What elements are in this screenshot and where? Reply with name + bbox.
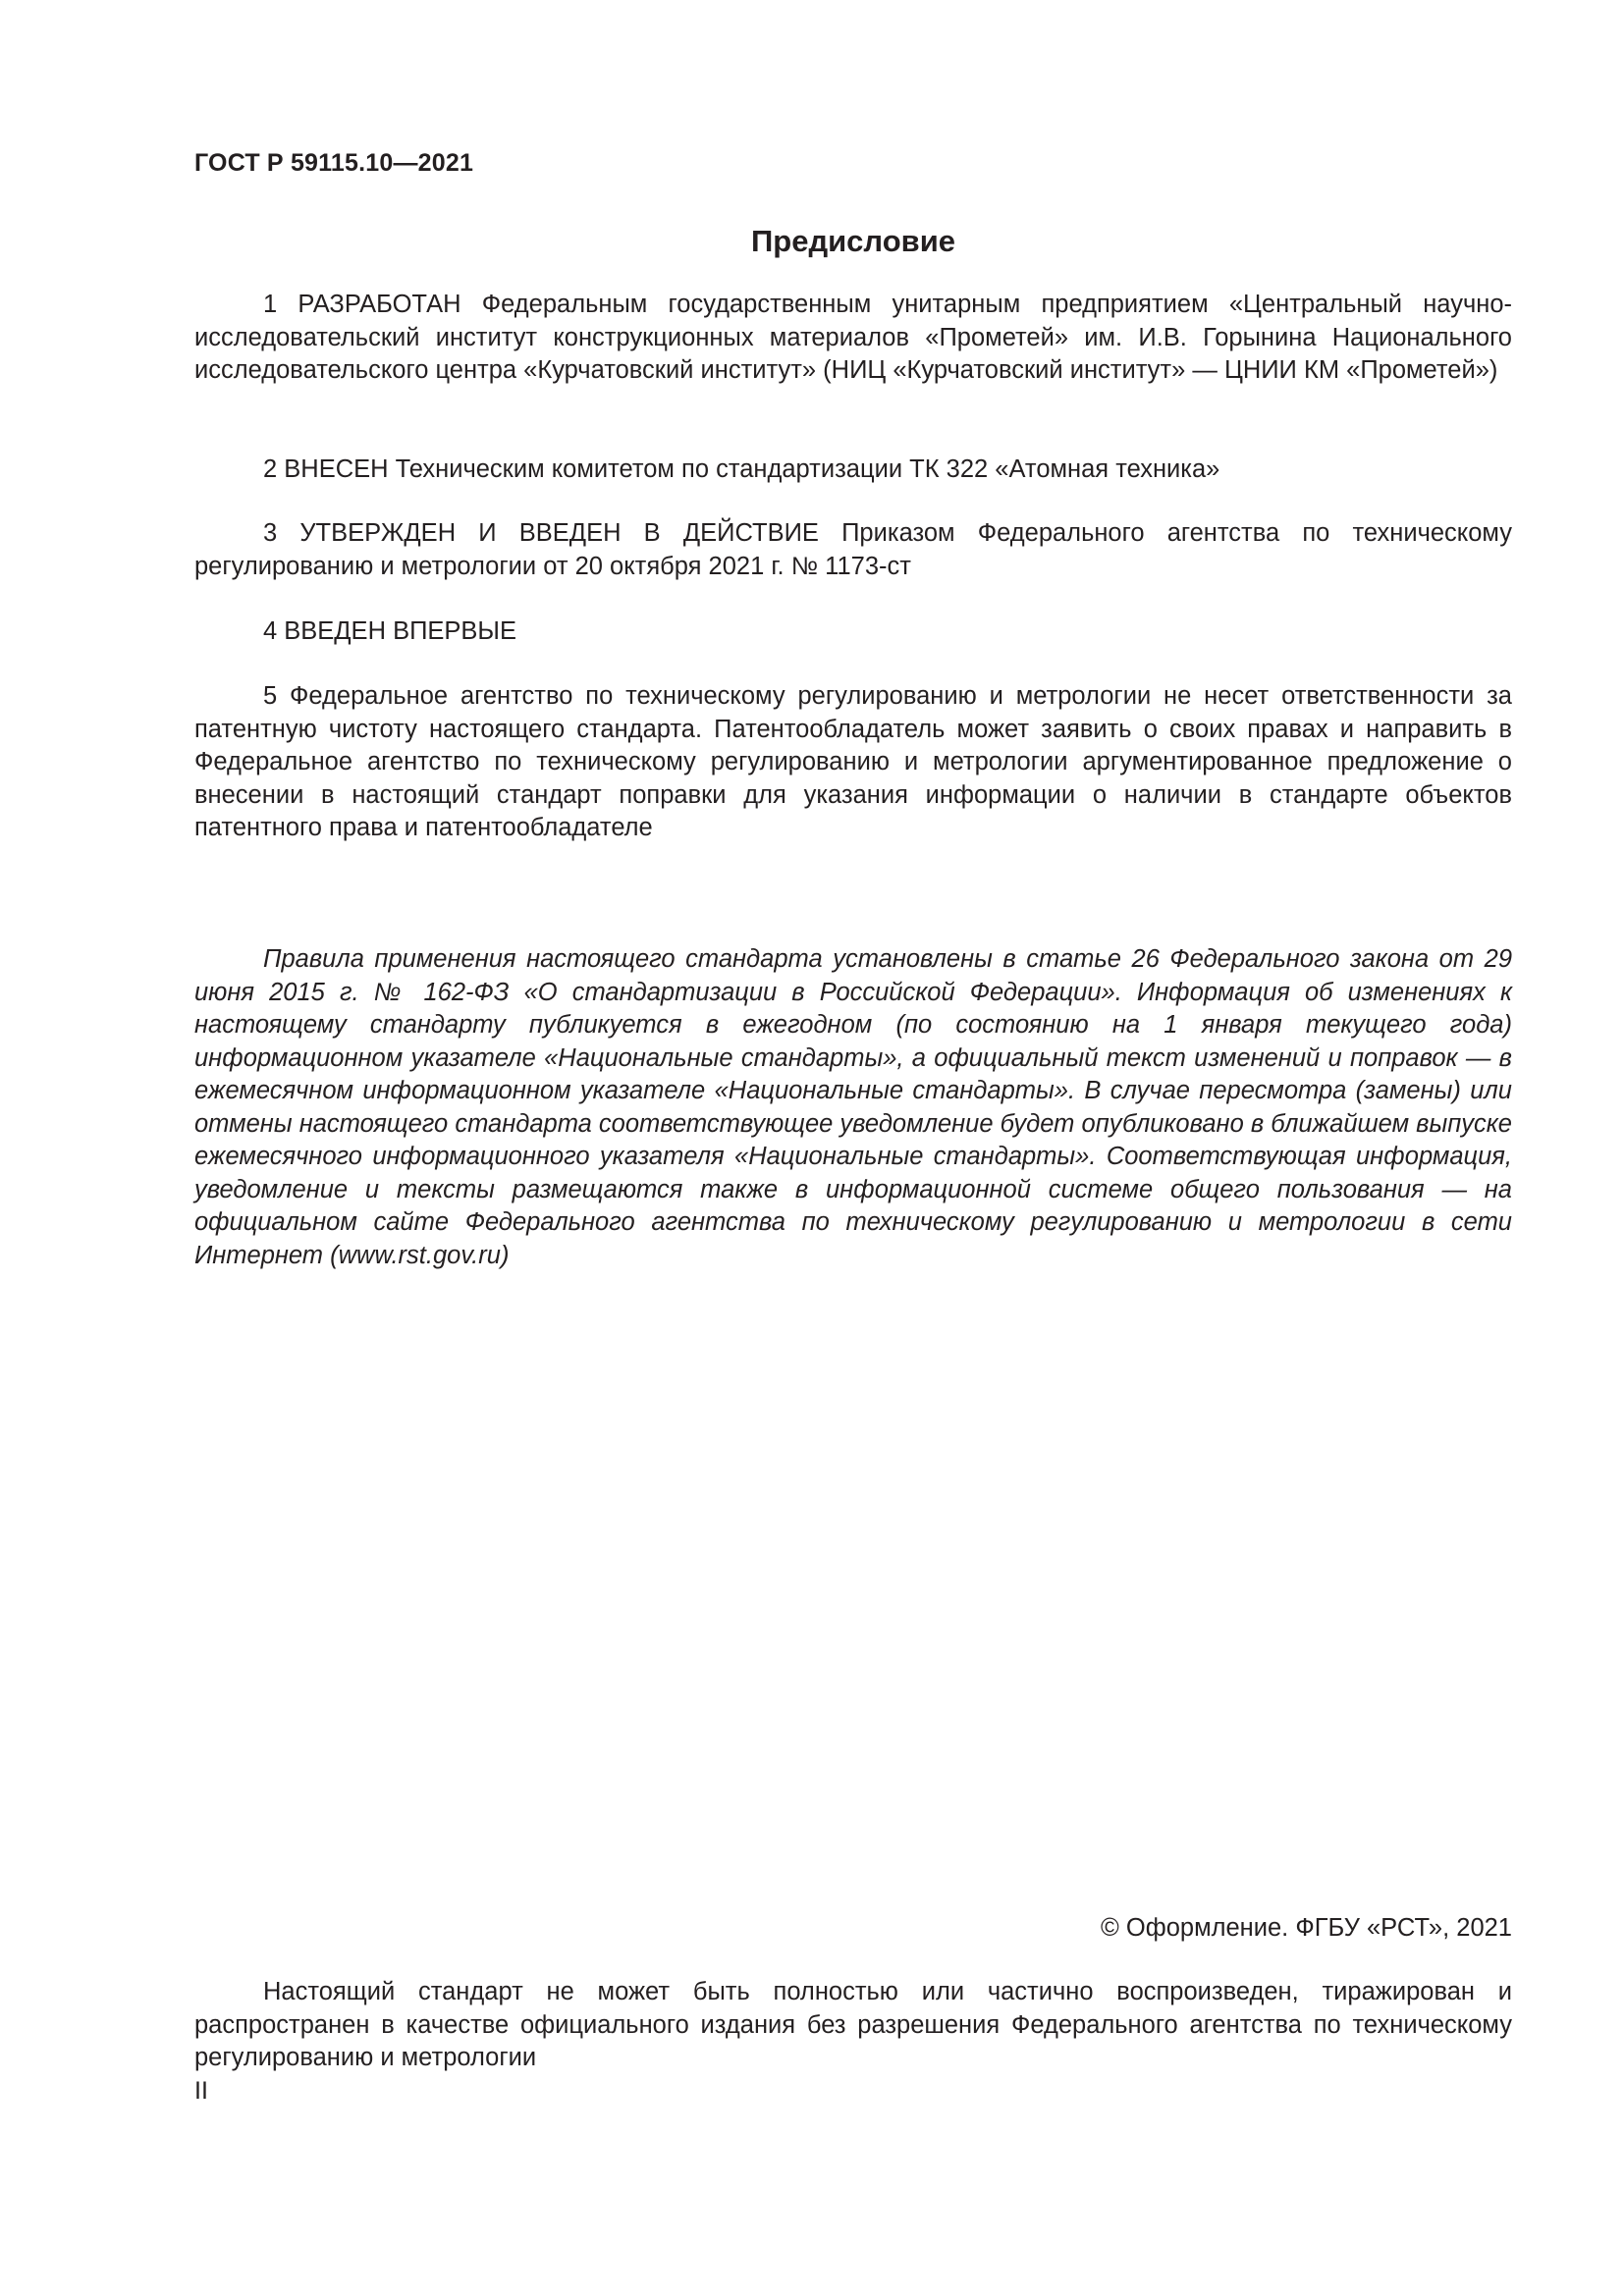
reproduction-notice: Настоящий стандарт не может быть полностью или частично воспроизведен, тиражирован и распространен в качестве официального издания без разрешения Федерального агентства по техническому регулированию и метрологии: [194, 1978, 1512, 2071]
foreword-item-approved: 3 УТВЕРЖДЕН И ВВЕДЕН В ДЕЙСТВИЕ Приказом Федерального агентства по техническому регулированию и метрологии от 20 октября 2021 г. № 1173-ст: [194, 519, 1512, 580]
foreword-item-introduced: 2 ВНЕСЕН Техническим комитетом по стандартизации ТК 322 «Атомная техника»: [263, 455, 1220, 483]
document-code: ГОСТ Р 59115.10—2021: [194, 149, 474, 177]
page-title: Предисловие: [750, 224, 955, 258]
application-rules-notice: Правила применения настоящего стандарта установлены в статье 26 Федерального закона от 29 июня 2015 г. № 162-ФЗ «О стандартизации в Российской Федерации». Информация об изменениях к настоящему стандарту публикуется в ежегодном (по состоянию на 1 января текущего года) информационном указателе «Национальные стандарты», а официальный текст изменений и поправок — в ежемесячном информационном указателе «Национальные стандарты». В случае пересмотра (замены) или отмены настоящего стандарта соответствующее уведомление будет опубликовано в ближайшем выпуске ежемесячного информационного указателя «Национальные стандарты». Соответствующая информация, уведомление и тексты размещаются также в информационной системе общего пользования — на официальном сайте Федерального агентства по техническому регулированию и метрологии в сети Интернет (www.rst.gov.ru): [194, 945, 1512, 1269]
foreword-item-developed: 1 РАЗРАБОТАН Федеральным государственным унитарным предприятием «Центральный научно-исследовательский институт конструкционных материалов «Прометей» им. И.В. Горынина Национального исследовательского центра «Курчатовский институт» (НИЦ «Курчатовский институт» — ЦНИИ КМ «Прометей»): [194, 291, 1512, 384]
foreword-item-patent: 5 Федеральное агентство по техническому регулированию и метрологии не несет ответственности за патентную чистоту настоящего стандарта. Патентообладатель может заявить о своих правах и направить в Федеральное агентство по техническому регулированию и метрологии аргументированное предложение о внесении в настоящий стандарт поправки для указания информации о наличии в стандарте объектов патентного права и патентообладателе: [194, 682, 1512, 841]
copyright-line: © Оформление. ФГБУ «РСТ», 2021: [1101, 1914, 1512, 1942]
foreword-item-first-introduced: 4 ВВЕДЕН ВПЕРВЫЕ: [263, 617, 517, 645]
page-number: II: [194, 2077, 208, 2105]
